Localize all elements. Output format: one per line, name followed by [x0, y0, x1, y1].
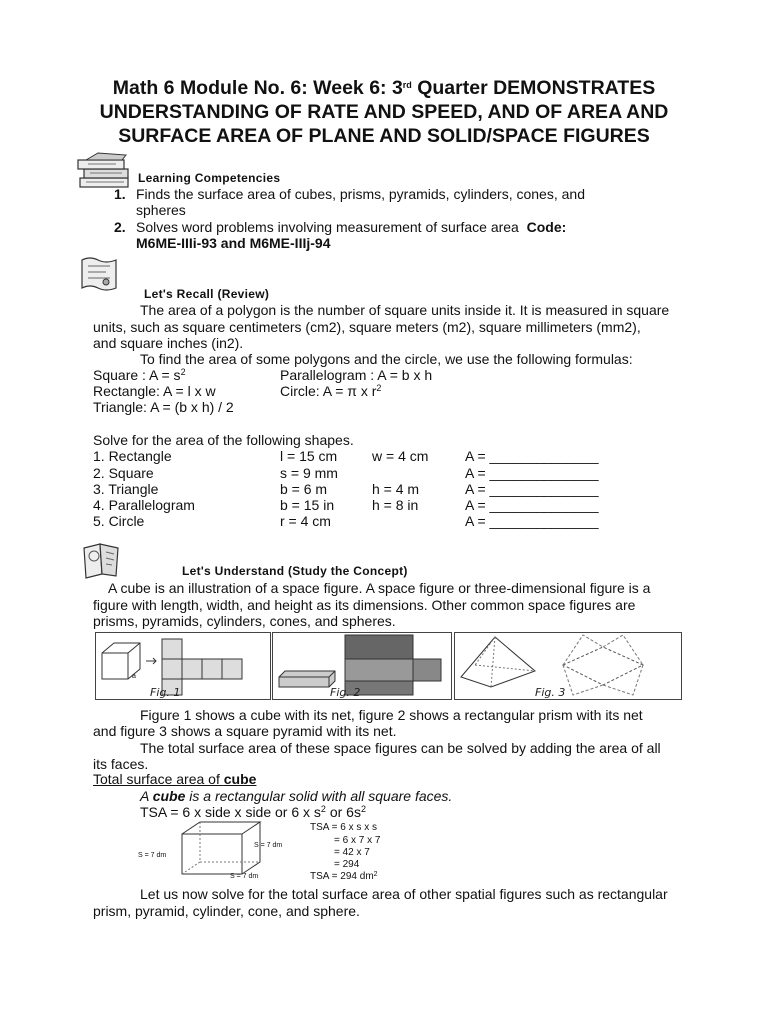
figure-1-cube-net	[95, 632, 271, 700]
problem-given-a: l = 15 cm	[280, 448, 338, 464]
problem-given-b: h = 8 in	[372, 497, 419, 513]
problem-given-b: w = 4 cm	[372, 448, 429, 464]
figure-3-caption: Fig. 3	[535, 686, 566, 699]
figure-2-prism-net	[272, 632, 452, 700]
competency-1-num: 1.	[114, 186, 126, 202]
figure-2-caption: Fig. 2	[330, 686, 361, 699]
recall-paragraph-line: and square inches (in2).	[93, 335, 244, 351]
calc-line: = 6 x 7 x 7	[334, 835, 381, 846]
tsa-formula: TSA = 6 x side x side or 6 x $s^2$ or $6s^2$	[140, 804, 366, 820]
prism-net-drawing	[273, 633, 451, 699]
recall-formulas-intro: To find the area of some polygons and the circle, we use the following formulas:	[140, 351, 633, 367]
page-title	[0, 76, 768, 148]
title-line-3: SURFACE AREA OF PLANE AND SOLID/SPACE FIGURES	[118, 125, 650, 147]
figures-paragraph-line: Figure 1 shows a cube with its net, figure 2 shows a rectangular prism with its net	[140, 707, 643, 723]
formula-circle: Circle: A = π x $r^2$	[280, 383, 382, 399]
problem-answer-blank: A = ______________	[465, 465, 599, 481]
closing-paragraph-line: Let us now solve for the total surface area of other spatial figures such as rectangular	[140, 886, 668, 902]
cube-definition: A cube is a rectangular solid with all square faces.	[140, 788, 453, 804]
figures-paragraph-line: and figure 3 shows a square pyramid with its net.	[93, 723, 397, 739]
understand-paragraph-line: A cube is an illustration of a space figure. A space figure or three-dimensional figure is a	[108, 580, 651, 596]
competency-code: M6ME-IIIi-93 and M6ME-IIIj-94	[136, 235, 331, 251]
formula-triangle: Triangle: A = (b x h) / 2	[93, 399, 234, 415]
problem-answer-blank: A = ______________	[465, 497, 599, 513]
recall-heading: Let's Recall (Review)	[144, 287, 270, 301]
understand-paragraph-line: prisms, pyramids, cylinders, cones, and spheres.	[93, 613, 396, 629]
cube-label-left: S = 7 dm	[138, 852, 167, 859]
competency-2-num: 2.	[114, 219, 126, 235]
figure-1-caption: Fig. 1	[150, 686, 181, 699]
problem-given-a: b = 6 m	[280, 481, 328, 497]
problem-answer-blank: A = ______________	[465, 513, 599, 529]
tsa-paragraph-line: its faces.	[93, 756, 149, 772]
study-book-icon	[80, 542, 124, 580]
tsa-paragraph-line: The total surface area of these space figures can be solved by adding the area of all	[140, 740, 661, 756]
competency-2-text: Solves word problems involving measurement of surface area Code:	[136, 219, 567, 235]
books-icon	[76, 152, 136, 190]
competency-1-text: Finds the surface area of cubes, prisms, pyramids, cylinders, cones, and	[136, 186, 585, 202]
tsa-cube-heading: Total surface area of cube	[93, 771, 257, 787]
problem-name: 4. Parallelogram	[93, 497, 195, 513]
understand-paragraph-line: figure with length, width, and height as its dimensions. Other common space figures are	[93, 597, 636, 613]
understand-heading: Let's Understand (Study the Concept)	[182, 564, 408, 578]
calc-line: = 294	[334, 859, 360, 870]
problem-given-a: s = 9 mm	[280, 465, 338, 481]
problem-name: 2. Square	[93, 465, 154, 481]
competencies-heading: Learning Competencies	[138, 171, 281, 185]
fig-1-mark: a	[132, 673, 136, 680]
scroll-icon	[76, 256, 122, 294]
problem-given-a: r = 4 cm	[280, 513, 331, 529]
title-line-1: Math 6 Module No. 6: Week 6: 3rd Quarter DEMONSTRATES	[112, 77, 656, 99]
cube-diagram	[178, 820, 268, 878]
pyramid-net-drawing	[455, 633, 681, 699]
calc-line: TSA = 6 x s x s	[310, 822, 377, 833]
solve-intro: Solve for the area of the following shapes.	[93, 432, 354, 448]
cube-label-right: S = 7 dm	[254, 842, 283, 849]
formula-square: Square : $A = s^2$	[93, 367, 186, 383]
problem-name: 3. Triangle	[93, 481, 159, 497]
recall-paragraph-line: The area of a polygon is the number of square units inside it. It is measured in square	[140, 302, 670, 318]
recall-paragraph-line: units, such as square centimeters (cm2), square meters (m2), square millimeters (mm2),	[93, 319, 641, 335]
closing-paragraph-line: prism, pyramid, cylinder, cone, and sphere.	[93, 903, 360, 919]
problem-given-b: h = 4 m	[372, 481, 420, 497]
formula-parallelogram: Parallelogram : A = b x h	[280, 367, 433, 383]
cube-net-drawing	[96, 633, 270, 699]
problem-given-a: b = 15 in	[280, 497, 335, 513]
problem-name: 1. Rectangle	[93, 448, 172, 464]
problem-name: 5. Circle	[93, 513, 145, 529]
calc-result: TSA = 294 $dm^2$	[310, 871, 378, 882]
problem-answer-blank: A = ______________	[465, 448, 599, 464]
cube-label-bottom: S = 7 dm	[230, 873, 259, 880]
competency-1-text-cont: spheres	[136, 202, 186, 218]
figure-3-pyramid-net	[454, 632, 682, 700]
title-line-2: UNDERSTANDING OF RATE AND SPEED, AND OF AREA AND	[99, 101, 669, 123]
calc-line: = 42 x 7	[334, 847, 370, 858]
problem-answer-blank: A = ______________	[465, 481, 599, 497]
formula-rectangle: Rectangle: A = l x w	[93, 383, 216, 399]
